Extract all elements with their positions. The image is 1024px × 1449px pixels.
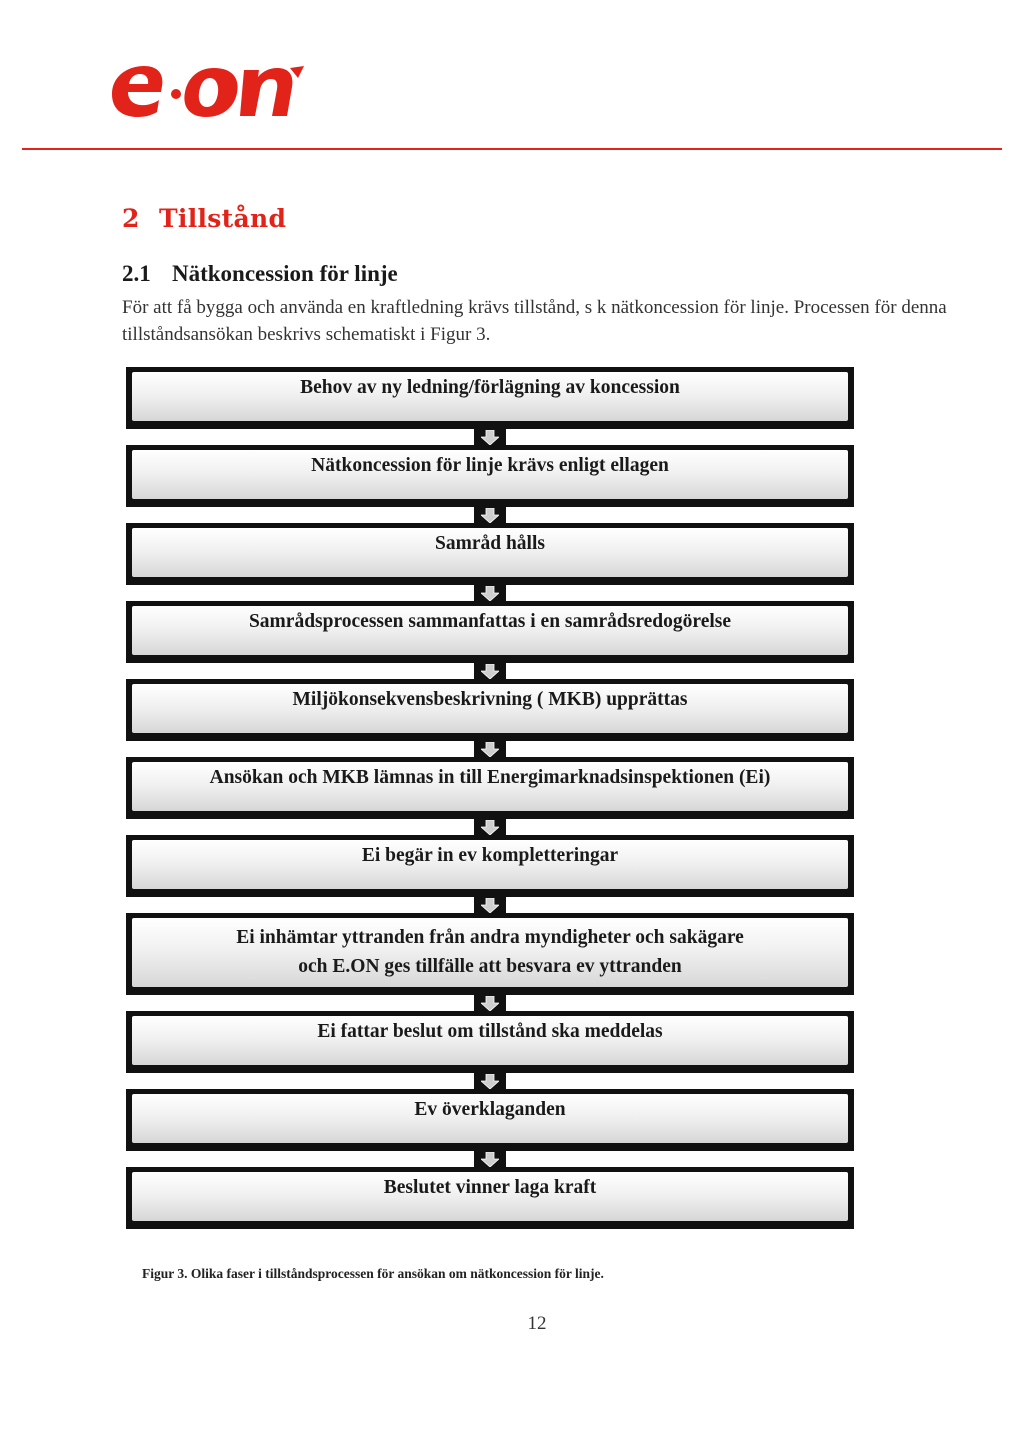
flow-step	[126, 679, 854, 741]
flow-step-label: och E.ON ges tillfälle att besvara ev yttranden	[298, 956, 682, 977]
flow-step-label: Ei inhämtar yttranden från andra myndigheter och sakägare	[236, 927, 744, 948]
flow-step-label: Samråd hålls	[435, 533, 545, 554]
flow-connector	[126, 819, 854, 835]
flow-step	[126, 1011, 854, 1073]
flow-step-box	[132, 684, 848, 733]
header-divider	[22, 148, 1002, 150]
flow-step-label: Behov av ny ledning/förlägning av koncession	[300, 377, 680, 398]
process-flowchart	[126, 367, 854, 1229]
flow-step	[126, 601, 854, 663]
down-arrow-icon	[481, 430, 499, 445]
flow-step	[126, 1089, 854, 1151]
flow-connector	[126, 1073, 854, 1089]
section-heading	[122, 261, 398, 287]
flow-step-label: Samrådsprocessen sammanfattas i en samrådsredogörelse	[248, 611, 732, 632]
flow-connector	[126, 741, 854, 757]
flow-step	[126, 445, 854, 507]
flow-step-box	[132, 918, 848, 987]
down-arrow-icon	[481, 898, 499, 913]
flow-step	[126, 913, 854, 995]
flow-connector	[126, 995, 854, 1011]
flow-step	[126, 1167, 854, 1229]
chapter-title: Tillstånd	[159, 204, 287, 233]
eon-logo-mark	[106, 56, 306, 126]
flow-connector	[126, 507, 854, 523]
page-number: 12	[527, 1313, 547, 1334]
section-number: 2.1	[122, 261, 151, 286]
flow-step-box	[132, 450, 848, 499]
flow-step-box	[132, 1094, 848, 1143]
chapter-heading	[122, 204, 286, 233]
body-paragraph: För att få bygga och använda en kraftledning krävs tillstånd, s k nätkoncession för linje. Processen för denna tillståndsansökan beskrivs schematiskt i Figur 3.	[122, 297, 947, 345]
flow-step-label: Nätkoncession för linje krävs enligt ellagen	[311, 455, 669, 476]
down-arrow-icon	[481, 820, 499, 835]
flow-step-label: Beslutet vinner laga kraft	[383, 1177, 597, 1198]
flow-step-label: Ei fattar beslut om tillstånd ska meddelas	[317, 1021, 663, 1042]
flow-connector	[126, 663, 854, 679]
flow-step	[126, 757, 854, 819]
flow-step-box	[132, 1172, 848, 1221]
flow-connector	[126, 585, 854, 601]
flow-connector	[126, 897, 854, 913]
chapter-number: 2	[122, 204, 140, 233]
down-arrow-icon	[481, 508, 499, 523]
down-arrow-icon	[481, 586, 499, 601]
flow-step	[126, 523, 854, 585]
flow-step-box	[132, 372, 848, 421]
flow-step-label: Ei begär in ev kompletteringar	[361, 845, 619, 866]
down-arrow-icon	[481, 996, 499, 1011]
flow-step-label: Ev överklaganden	[414, 1099, 566, 1120]
flow-step-box	[132, 840, 848, 889]
eon-logo	[106, 56, 306, 126]
flow-step-box	[132, 528, 848, 577]
flow-step-box	[132, 1016, 848, 1065]
flow-step-box	[132, 606, 848, 655]
flow-connector	[126, 429, 854, 445]
down-arrow-icon	[481, 1074, 499, 1089]
figure-caption: Figur 3. Olika faser i tillståndsprocessen för ansökan om nätkoncession för linje.	[142, 1266, 604, 1281]
section-title: Nätkoncession för linje	[172, 261, 398, 286]
flow-step-label: Miljökonsekvensbeskrivning ( MKB) upprättas	[292, 689, 688, 710]
flow-step	[126, 835, 854, 897]
down-arrow-icon	[481, 742, 499, 757]
down-arrow-icon	[481, 1152, 499, 1167]
flow-step	[126, 367, 854, 429]
down-arrow-icon	[481, 664, 499, 679]
flow-connector	[126, 1151, 854, 1167]
flow-step-box	[132, 762, 848, 811]
flow-step-label: Ansökan och MKB lämnas in till Energimarknadsinspektionen (Ei)	[209, 767, 771, 788]
